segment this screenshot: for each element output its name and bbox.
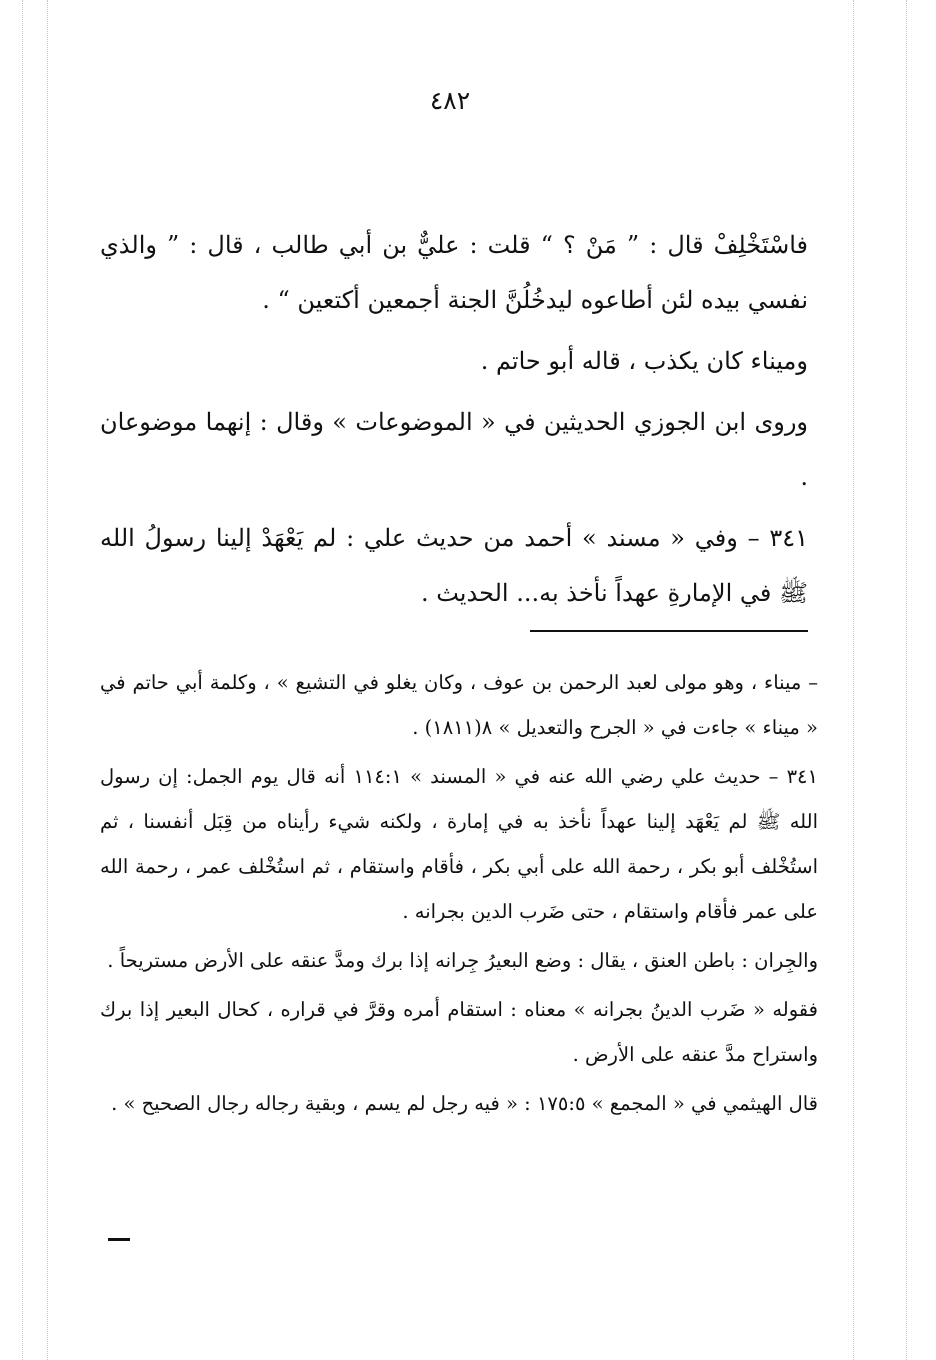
main-text: [100, 218, 808, 627]
main-paragraph: وروى ابن الجوزي الحديثين في « الموضوعات » وقال : إنهما موضوعان .: [100, 408, 808, 491]
footnote-paragraph: فقوله « ضَرب الدينُ بجرانه » معناه : استقام أمره وقرَّ في قراره ، كحال البعير إذا برك واستراح مدَّ عنقه على الأرض .: [100, 998, 818, 1066]
main-paragraph: ٣٤١ – وفي « مسند » أحمد من حديث علي : لم يَعْهَدْ إلينا رسولُ الله ﷺ في الإمارةِ عهداً نأخذ به... الحديث .: [100, 524, 808, 607]
footnote-separator-rule: [530, 630, 808, 632]
footnote-paragraph: ٣٤١ – حديث علي رضي الله عنه في « المسند » ١١٤:١ أنه قال يوم الجمل: إن رسول الله ﷺ لم يَعْهَد إلينا عهداً نأخذ به في إمارة ، ولكنه شيء رأيناه من قِبَل أنفسنا ، ثم استُخْلف أبو بكر ، رحمة الله على أبي بكر ، فأقام واستقام ، ثم استُخْلف عمر ، رحمة الله على عمر فأقام واستقام ، حتى ضَرب الدين بجرانه .: [100, 765, 818, 923]
main-paragraph: وميناء كان يكذب ، قاله أبو حاتم .: [480, 347, 808, 375]
footnotes: [100, 660, 818, 1130]
footnote-paragraph: – ميناء ، وهو مولى لعبد الرحمن بن عوف ، وكان يغلو في التشيع » ، وكلمة أبي حاتم في « ميناء » جاءت في « الجرح والتعديل » ٨(١٨١١) .: [100, 671, 818, 739]
continuation-dash: [108, 1238, 130, 1241]
footnote-paragraph: والجِران : باطن العنق ، يقال : وضع البعيرُ جِرانه إذا برك ومدَّ عنقه على الأرض مستريحاً .: [107, 949, 818, 972]
main-paragraph: فاسْتَخْلِفْ قال : ” مَنْ ؟ “ قلت : عليٌّ بن أبي طالب ، قال : ” والذي نفسي بيده لئن أطاعوه ليدخُلُنَّ الجنة أجمعين أكتعين “ .: [100, 231, 808, 314]
footnote-paragraph: قال الهيثمي في « المجمع » ١٧٥:٥ : « فيه رجل لم يسم ، وبقية رجاله رجال الصحيح » .: [111, 1092, 818, 1115]
scan-margin-dotted-line: [853, 0, 854, 1360]
scan-margin-dotted-line: [22, 0, 23, 1360]
page-number: ٤٨٢: [429, 86, 471, 115]
scan-margin-dotted-line: [906, 0, 907, 1360]
scan-margin-dotted-line: [47, 0, 48, 1360]
